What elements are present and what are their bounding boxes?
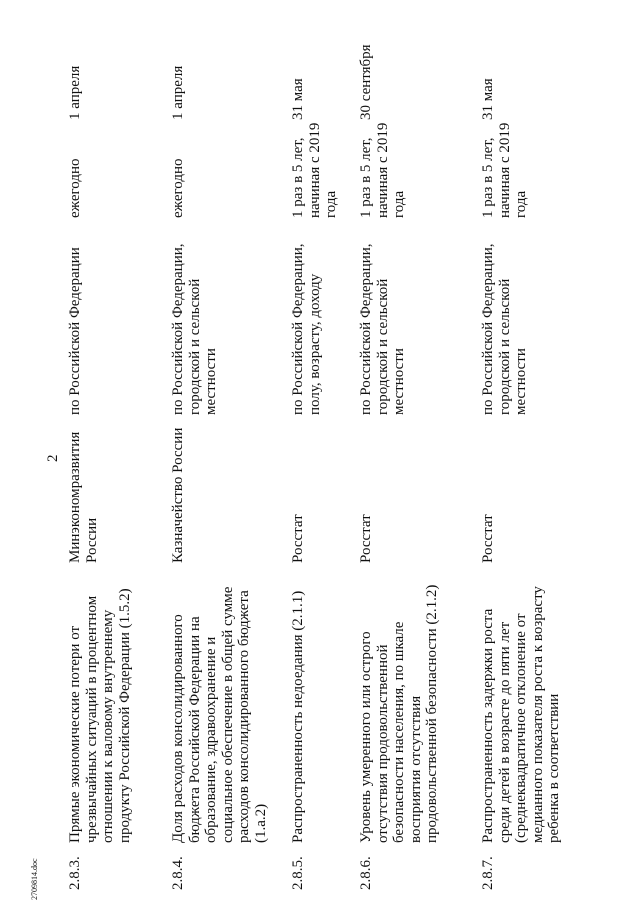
indicator-name: Распространенность задержки роста среди детей в возрасте до пяти лет (среднеквадратичное отклонение от медианного показателя роста к возрасту ребенка в соответствии: [480, 586, 562, 843]
submission-date: 1 апреля: [67, 65, 83, 120]
periodicity: 1 раз в 5 лет, начиная с 2019 года: [480, 122, 529, 218]
periodicity: 1 раз в 5 лет, начиная с 2019 года: [290, 122, 339, 218]
row-number: 2.8.3.: [67, 856, 83, 890]
submission-date: 31 мая: [290, 78, 306, 120]
data-source: Росстат: [290, 514, 306, 563]
row-number: 2.8.7.: [480, 856, 496, 890]
indicator-name: Распространенность недоедания (2.1.1): [290, 590, 306, 843]
page-number: 2: [45, 454, 61, 462]
disaggregation: по Российской Федерации, городской и сельской местности: [358, 243, 407, 415]
submission-date: 1 апреля: [170, 65, 186, 120]
data-source: Росстат: [480, 514, 496, 563]
indicator-name: Уровень умеренного или острого отсутствия продовольственной безопасности населения, по шкале восприятия отсутствия продовольственной безопасности (2.1.2): [358, 584, 440, 843]
disaggregation: по Российской Федерации, городской и сельской местности: [480, 243, 529, 415]
footer-file-code: 2709814.doc: [30, 858, 39, 900]
periodicity: ежегодно: [67, 158, 83, 218]
indicator-name: Доля расходов консолидированного бюджета Российской Федерации на образование, здравоохранение и социальное обеспечение в общей сумме расходов консолидированного бюджета (1.а.2): [170, 586, 269, 843]
row-number: 2.8.5.: [290, 856, 306, 890]
data-source: Минэкономразвития России: [67, 431, 100, 563]
submission-date: 30 сентября: [358, 44, 374, 120]
row-number: 2.8.6.: [358, 856, 374, 890]
periodicity: 1 раз в 5 лет, начиная с 2019 года: [358, 122, 407, 218]
disaggregation: по Российской Федерации: [67, 247, 83, 415]
data-source: Казначейство России: [170, 427, 186, 563]
row-number: 2.8.4.: [170, 856, 186, 890]
disaggregation: по Российской Федерации, полу, возрасту, доходу: [290, 243, 323, 415]
disaggregation: по Российской Федерации, городской и сельской местности: [170, 243, 219, 415]
data-source: Росстат: [358, 514, 374, 563]
submission-date: 31 мая: [480, 78, 496, 120]
indicator-name: Прямые экономические потери от чрезвычайных ситуаций в процентном отношении к валовому внутреннему продукту Российской Федерации (1.5.2): [67, 588, 133, 843]
periodicity: ежегодно: [170, 158, 186, 218]
